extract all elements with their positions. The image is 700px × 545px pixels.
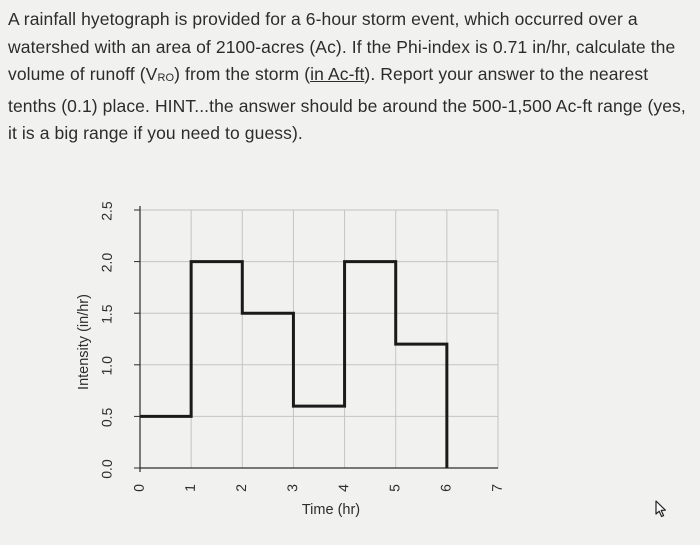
x-tick-label: 0 [130, 483, 147, 493]
x-tick-label: 6 [437, 483, 454, 493]
x-axis-label: Time (hr) [301, 502, 361, 518]
x-tick-label: 5 [386, 483, 403, 493]
plot-area [140, 210, 498, 468]
y-tick-label: 1.0 [98, 355, 116, 376]
y-axis-label: Intensity (in/hr) [75, 294, 92, 390]
x-tick-label: 4 [335, 483, 352, 493]
x-tick-label: 1 [181, 483, 198, 493]
question-part2: ) from the storm ( [174, 64, 311, 84]
y-tick-label: 1.5 [98, 304, 116, 325]
question-part3: ). Report your answer to the nearest tenths (0.1) place. HINT...the answer should be around the 500-1,500 Ac-ft range (yes, it is a big range if you need to guess). [8, 64, 686, 143]
question-units-underlined: in Ac-ft [310, 64, 365, 84]
y-tick-label: 2.5 [98, 200, 116, 221]
y-tick-label: 2.0 [98, 252, 116, 273]
x-tick-label: 7 [488, 483, 505, 493]
y-tick-label: 0.5 [98, 407, 116, 428]
question-part1: A rainfall hyetograph is provided for a 6-hour storm event, which occurred over a watershed with an area of 2100-acres (Ac). If the Phi-index is 0.71 in/hr, calculate the volume of runoff (V [8, 9, 676, 84]
question-subscript: RO [157, 72, 175, 84]
x-tick-label: 2 [232, 483, 250, 493]
x-tick-label: 3 [284, 483, 301, 493]
mouse-cursor-icon [652, 500, 668, 518]
y-tick-label: 0.0 [98, 458, 116, 479]
